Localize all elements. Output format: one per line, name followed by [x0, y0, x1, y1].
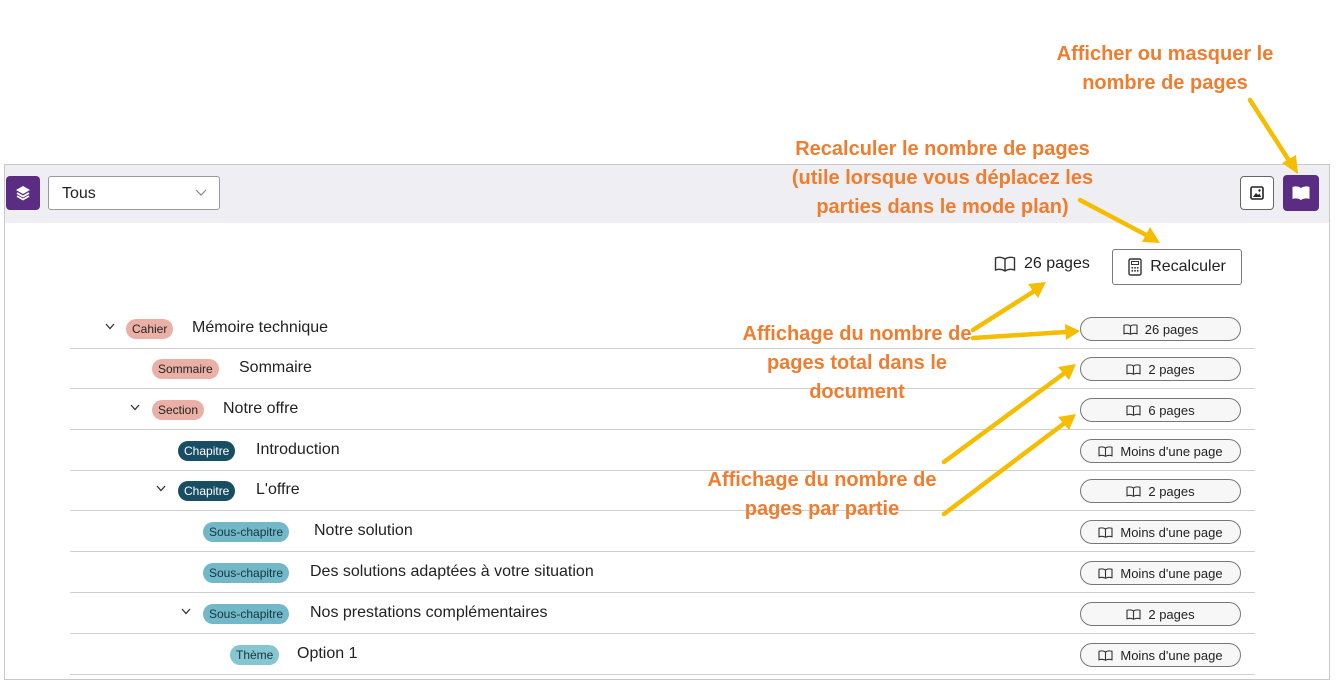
page-count-label: Moins d'une page: [1120, 443, 1223, 459]
row-title: Mémoire technique: [192, 319, 329, 336]
type-badge: Chapitre: [178, 481, 235, 501]
row-title: L'offre: [256, 481, 300, 498]
annotation-line: Afficher ou masquer le: [1056, 43, 1274, 65]
page-count-label: 2 pages: [1148, 361, 1195, 377]
type-badge: Chapitre: [178, 441, 235, 461]
type-badge: Section: [152, 400, 204, 420]
type-badge: Sous-chapitre: [203, 604, 289, 624]
annotation-line: Affichage du nombre de: [707, 469, 937, 491]
annotation-line: Recalculer le nombre de pages: [795, 138, 1090, 160]
type-badge: Thème: [230, 645, 279, 665]
annotation-line: nombre de pages: [1082, 72, 1248, 94]
page-count-label: 2 pages: [1148, 606, 1195, 622]
annotation-line: parties dans le mode plan): [816, 196, 1069, 218]
type-badge: Sommaire: [152, 359, 219, 379]
page-count-label: Moins d'une page: [1120, 647, 1223, 663]
filter-value: Tous: [62, 185, 96, 202]
row-title: Introduction: [256, 441, 340, 458]
row-title: Notre solution: [314, 522, 413, 539]
annotation-line: pages par partie: [744, 498, 900, 520]
row-title: Des solutions adaptées à votre situation: [310, 563, 594, 580]
annotation-line: document: [809, 381, 905, 403]
page-count-label: 6 pages: [1148, 402, 1195, 418]
page-count-label: Moins d'une page: [1120, 524, 1223, 540]
annotation-recalculate: [770, 135, 1115, 222]
type-badge: Sous-chapitre: [203, 522, 289, 542]
recalculate-label: Recalculer: [1150, 258, 1226, 275]
row-title: Notre offre: [223, 400, 299, 417]
row-title: Nos prestations complémentaires: [310, 604, 548, 621]
total-pages-label: 26 pages: [1024, 255, 1090, 272]
page-count-label: Moins d'une page: [1120, 565, 1223, 581]
row-title: Option 1: [297, 645, 358, 662]
annotation-part-pages: [692, 466, 952, 524]
annotation-line: pages total dans le: [766, 352, 948, 374]
page-count-label: 2 pages: [1148, 483, 1195, 499]
row-title: Sommaire: [239, 359, 312, 376]
page-count-label: 26 pages: [1144, 321, 1199, 337]
annotation-total-pages: [727, 320, 987, 407]
annotation-line: (utile lorsque vous déplacez les: [791, 167, 1094, 189]
type-badge: Cahier: [126, 319, 173, 339]
annotation-line: Affichage du nombre de: [742, 323, 972, 345]
annotation-toggle: [1040, 40, 1290, 98]
type-badge: Sous-chapitre: [203, 563, 289, 583]
